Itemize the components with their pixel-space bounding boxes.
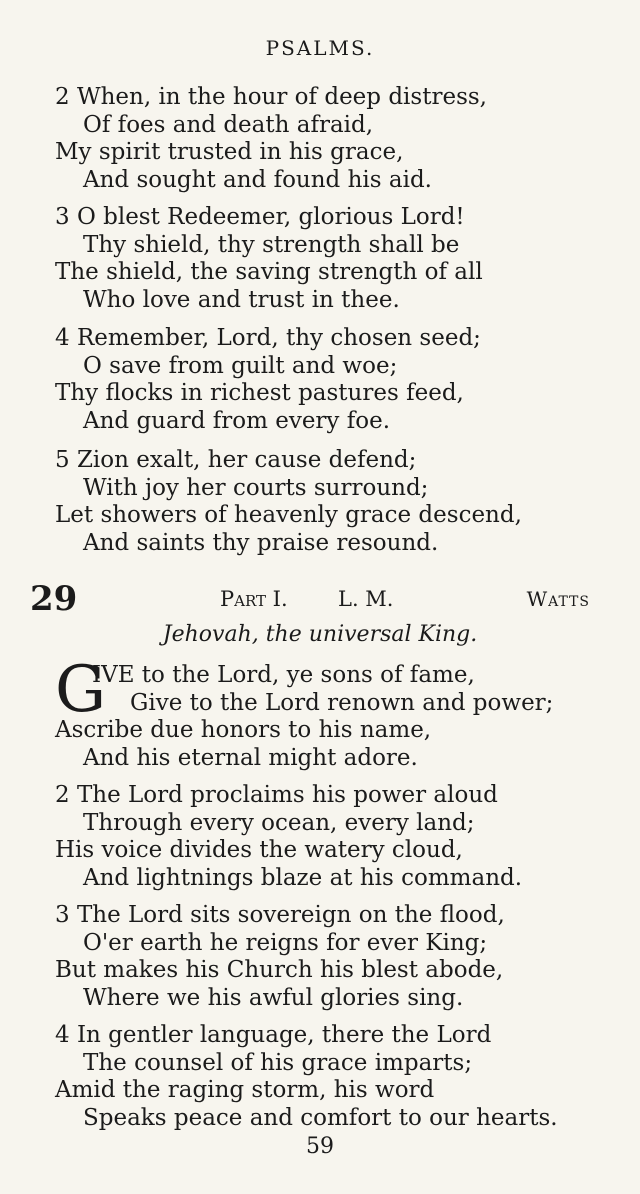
verse-line: 3 The Lord sits sovereign on the flood, xyxy=(55,902,505,928)
verse-line: Ascribe due honors to his name, xyxy=(55,717,432,743)
verse-line: 4 Remember, Lord, thy chosen seed; xyxy=(55,325,481,351)
verse-line: Of foes and death afraid, xyxy=(83,111,374,138)
verse-line: His voice divides the watery cloud, xyxy=(55,837,463,863)
drop-cap: G xyxy=(55,653,107,727)
stanza-3 xyxy=(55,204,615,314)
verse-line: With joy her courts surround; xyxy=(83,474,429,501)
verse-line: Thy flocks in richest pastures feed, xyxy=(55,380,464,406)
verse-line: O save from guilt and woe; xyxy=(83,352,398,379)
verse-line: And guard from every foe. xyxy=(83,407,391,434)
verse-line: O'er earth he reigns for ever King; xyxy=(83,929,488,956)
stanza-5 xyxy=(55,447,615,557)
verse-line: But makes his Church his blest abode, xyxy=(55,957,504,983)
verse-line: The counsel of his grace imparts; xyxy=(83,1049,473,1076)
hymn-stanza-3 xyxy=(55,902,615,1012)
hymn-number: 29 xyxy=(30,579,78,619)
verse-line: Speaks peace and comfort to our hearts. xyxy=(83,1104,558,1131)
verse-line: Let showers of heavenly grace descend, xyxy=(55,502,522,528)
verse-line: Give to the Lord renown and power; xyxy=(130,689,554,716)
verse-line: The shield, the saving strength of all xyxy=(55,259,483,285)
verse-line: My spirit trusted in his grace, xyxy=(55,139,404,165)
page-number: 59 xyxy=(306,1134,334,1159)
verse-line: IVE to the Lord, ye sons of fame, xyxy=(92,662,475,688)
verse-line: And saints thy praise resound. xyxy=(83,529,439,556)
verse-line: Thy shield, thy strength shall be xyxy=(83,231,460,258)
hymn-author: Watts xyxy=(526,587,590,611)
hymn-subtitle: Jehovah, the universal King. xyxy=(162,622,478,647)
hymn-stanza-1 xyxy=(55,653,615,772)
verse-line: 2 When, in the hour of deep distress, xyxy=(55,84,487,110)
verse-line: 2 The Lord proclaims his power aloud xyxy=(55,782,498,808)
verse-line: Amid the raging storm, his word xyxy=(55,1077,435,1103)
hymn-stanza-2 xyxy=(55,782,615,892)
verse-line: And his eternal might adore. xyxy=(83,744,418,771)
hymn-header xyxy=(30,579,590,623)
running-head: PSALMS. xyxy=(265,36,375,60)
hymn-part: Part I. xyxy=(220,587,288,611)
hymn-stanza-4 xyxy=(55,1022,615,1132)
stanza-2 xyxy=(55,84,615,194)
verse-line: 4 In gentler language, there the Lord xyxy=(55,1022,492,1048)
stanza-4 xyxy=(55,325,615,435)
verse-line: Where we his awful glories sing. xyxy=(83,984,464,1011)
verse-line: And lightnings blaze at his command. xyxy=(83,864,523,891)
verse-line: 5 Zion exalt, her cause defend; xyxy=(55,447,417,473)
verse-line: Who love and trust in thee. xyxy=(83,286,400,313)
hymn-meter: L. M. xyxy=(338,587,394,611)
verse-line: 3 O blest Redeemer, glorious Lord! xyxy=(55,204,465,230)
verse-line: And sought and found his aid. xyxy=(83,166,432,193)
verse-line: Through every ocean, every land; xyxy=(83,809,475,836)
